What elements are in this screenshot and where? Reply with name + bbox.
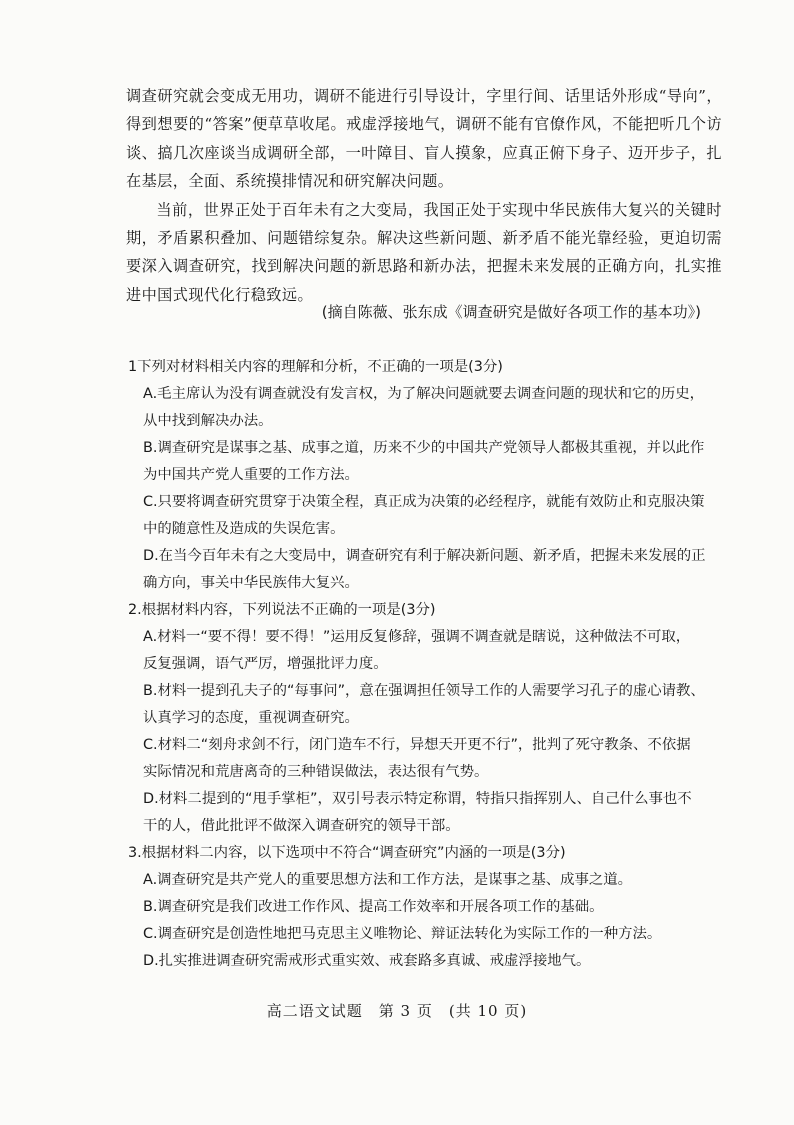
option-line-continued: 从中找到解决办法。 bbox=[143, 413, 273, 429]
option-line: B.材料一提到孔夫子的“每事问”，意在强调担任领导工作的人需要学习孔子的虚心请教、 bbox=[143, 683, 705, 699]
page-footer: 高二语文试题 第 3 页 (共 10 页) bbox=[266, 1002, 528, 1020]
option-line-continued: 反复强调，语气严厉，增强批评力度。 bbox=[143, 656, 388, 672]
option-d bbox=[143, 786, 722, 840]
option-d bbox=[143, 948, 722, 975]
option-a bbox=[143, 624, 722, 678]
question-stem: 2.根据材料内容，下列说法不正确的一项是(3分) bbox=[128, 602, 436, 618]
option-b bbox=[143, 435, 722, 489]
option-line: D.材料二提到的“甩手掌柜”，双引号表示特定称谓，特指只指挥别人、自己什么事也不 bbox=[143, 791, 692, 807]
option-a bbox=[143, 867, 722, 894]
option-line: A.材料一“要不得！要不得！”运用反复修辞，强调不调查就是瞎说，这种做法不可取， bbox=[143, 629, 691, 645]
option-line-continued: 为中国共产党人重要的工作方法。 bbox=[143, 467, 359, 483]
reading-passage bbox=[126, 82, 722, 309]
option-line: B.调查研究是我们改进工作作风、提高工作效率和开展各项工作的基础。 bbox=[143, 899, 604, 915]
option-line-continued: 中的随意性及造成的失误危害。 bbox=[143, 521, 345, 537]
option-line: C.材料二“刻舟求剑不行，闭门造车不行，异想天开更不行”，批判了死守教条、不依据 bbox=[143, 737, 691, 753]
option-line: A.毛主席认为没有调查就没有发言权，为了解决问题就要去调查问题的现状和它的历史， bbox=[143, 386, 705, 402]
option-c bbox=[143, 921, 722, 948]
option-line: D.扎实推进调查研究需戒形式重实效、戒套路多真诚、戒虚浮接地气。 bbox=[143, 953, 591, 969]
option-c bbox=[143, 732, 722, 786]
option-a bbox=[143, 381, 722, 435]
passage-paragraph-2: 当前，世界正处于百年未有之大变局，我国正处于实现中华民族伟大复兴的关键时期，矛盾累积叠加、问题错综复杂。解决这些新问题、新矛盾不能光靠经验，更迫切需要深入调查研究，找到解决问题的新思路和新办法，把握未来发展的正确方向，扎实推进中国式现代化行稳致远。 bbox=[126, 200, 722, 304]
option-line: C.只要将调查研究贯穿于决策全程，真正成为决策的必经程序，就能有效防止和克服决策 bbox=[143, 494, 705, 510]
option-line-continued: 实际情况和荒唐离奇的三种错误做法，表达很有气势。 bbox=[143, 764, 489, 780]
passage-paragraph-1: 调查研究就会变成无用功，调研不能进行引导设计，字里行间、话里话外形成“导向”，得到想要的“答案”便草草收尾。戒虚浮接地气，调研不能有官僚作风，不能把听几个访谈、搞几次座谈当成调研全部，一叶障目、盲人摸象，应真正俯下身子、迈开步子，扎在基层，全面、系统摸排情况和研究解决问题。 bbox=[126, 87, 722, 191]
question-3 bbox=[128, 840, 722, 975]
question-stem: 1下列对材料相关内容的理解和分析，不正确的一项是(3分) bbox=[128, 359, 503, 375]
question-list bbox=[128, 354, 722, 975]
option-line-continued: 确方向，事关中华民族伟大复兴。 bbox=[143, 575, 359, 591]
question-1 bbox=[128, 354, 722, 597]
option-c bbox=[143, 489, 722, 543]
option-line-continued: 干的人，借此批评不做深入调查研究的领导干部。 bbox=[143, 818, 460, 834]
option-line-continued: 认真学习的态度，重视调查研究。 bbox=[143, 710, 359, 726]
question-stem: 3.根据材料二内容，以下选项中不符合“调查研究”内涵的一项是(3分) bbox=[128, 845, 566, 861]
option-b bbox=[143, 678, 722, 732]
option-b bbox=[143, 894, 722, 921]
option-line: D.在当今百年未有之大变局中，调查研究有利于解决新问题、新矛盾，把握未来发展的正 bbox=[143, 548, 706, 564]
passage-citation: (摘自陈薇、张东成《调查研究是做好各项工作的基本功》) bbox=[321, 303, 701, 321]
option-d bbox=[143, 543, 722, 597]
option-line: A.调查研究是共产党人的重要思想方法和工作方法，是谋事之基、成事之道。 bbox=[143, 872, 633, 888]
option-line: B.调查研究是谋事之基、成事之道，历来不少的中国共产党领导人都极其重视，并以此作 bbox=[143, 440, 705, 456]
question-2 bbox=[128, 597, 722, 840]
option-line: C.调查研究是创造性地把马克思主义唯物论、辩证法转化为实际工作的一种方法。 bbox=[143, 926, 662, 942]
